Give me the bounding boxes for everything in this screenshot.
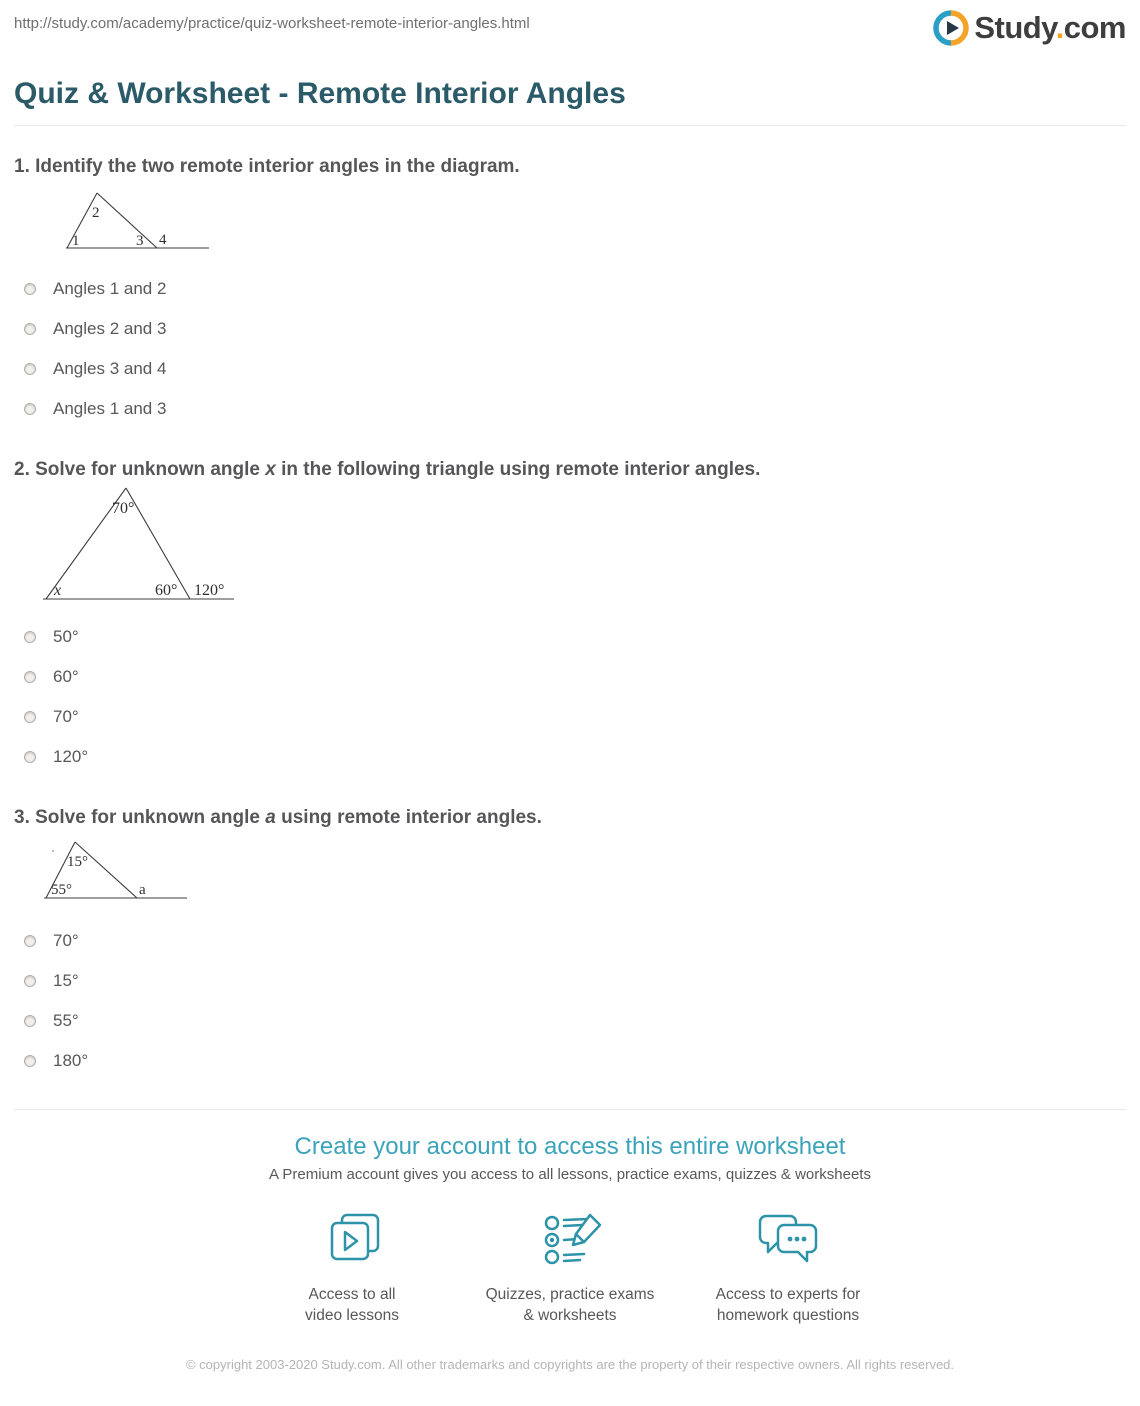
angle-label-55: 55° [51, 882, 72, 898]
radio-button[interactable] [24, 1015, 36, 1027]
option-row[interactable] [14, 657, 1126, 697]
option-row[interactable] [14, 349, 1126, 389]
option-label[interactable]: Angles 2 and 3 [53, 319, 167, 338]
option-label[interactable]: 60° [53, 667, 79, 686]
option-row[interactable] [14, 737, 1126, 777]
signup-subheading: A Premium account gives you access to all lessons, practice exams, quizzes & worksheets [269, 1166, 871, 1183]
feature-caption [679, 1284, 897, 1326]
logo-com: com [1063, 10, 1126, 45]
feature-caption-line1: Access to experts for [715, 1286, 861, 1303]
triangle-diagram-3 [34, 838, 194, 904]
angle-label-120: 120° [194, 582, 225, 599]
question-1-heading [14, 156, 1126, 178]
option-label[interactable]: Angles 1 and 2 [53, 279, 167, 298]
feature-caption-line2: video lessons [305, 1307, 399, 1324]
radio-button[interactable] [24, 751, 36, 763]
radio-button[interactable] [24, 671, 36, 683]
option-row[interactable] [14, 961, 1126, 1001]
logo-dot: . [1055, 10, 1064, 45]
question-2-heading [14, 459, 1126, 481]
triangle-diagram-2 [28, 484, 243, 604]
question-2-options [14, 617, 1126, 777]
radio-button[interactable] [24, 1055, 36, 1067]
option-label[interactable]: 70° [53, 707, 79, 726]
feature-caption [461, 1284, 679, 1326]
logo-wordmark [974, 10, 1126, 46]
option-row[interactable] [14, 697, 1126, 737]
question-1-options [14, 269, 1126, 429]
quizzes-worksheets-icon [538, 1213, 602, 1271]
question-3-heading [14, 807, 1126, 829]
radio-button[interactable] [24, 935, 36, 947]
question-3 [14, 807, 1126, 1081]
radio-button[interactable] [24, 631, 36, 643]
option-row[interactable] [14, 921, 1126, 961]
feature-caption [243, 1284, 461, 1326]
option-label[interactable]: 50° [53, 627, 79, 646]
experts-chat-icon [756, 1213, 820, 1271]
option-label[interactable]: 180° [53, 1051, 89, 1070]
play-circle-icon [933, 10, 969, 46]
angle-label-15: 15° [67, 854, 88, 870]
feature-caption-line2: & worksheets [523, 1307, 617, 1324]
radio-button[interactable] [24, 711, 36, 723]
angle-label-70: 70° [112, 500, 135, 517]
studycom-logo[interactable] [933, 10, 1126, 46]
question-3-variable: a [265, 807, 276, 828]
angle-label-2: 2 [92, 205, 100, 221]
copyright-notice: © copyright 2003-2020 Study.com. All other trademarks and copyrights are the property of their respective owners. All rights reserved. [185, 1357, 955, 1372]
stray-dot [52, 850, 54, 852]
question-2-variable: x [265, 459, 276, 480]
question-1 [14, 156, 1126, 429]
option-label[interactable]: 15° [53, 971, 79, 990]
question-3-options [14, 921, 1126, 1081]
question-1-text: 1. Identify the two remote interior angles in the diagram. [14, 156, 520, 177]
angle-label-x: x [54, 582, 62, 599]
option-row[interactable] [14, 269, 1126, 309]
question-2 [14, 459, 1126, 777]
signup-divider [14, 1109, 1126, 1110]
feature-caption-line2: homework questions [716, 1307, 860, 1324]
feature-video-lessons [243, 1213, 461, 1326]
option-label[interactable]: 70° [53, 931, 79, 950]
feature-caption-line1: Access to all [308, 1286, 396, 1303]
video-lessons-icon [320, 1213, 384, 1271]
question-3-text-suffix: using remote interior angles. [275, 807, 542, 828]
signup-heading: Create your account to access this entire worksheet [294, 1133, 846, 1160]
angle-label-4: 4 [159, 232, 167, 248]
option-row[interactable] [14, 617, 1126, 657]
option-label[interactable]: 55° [53, 1011, 79, 1030]
option-label[interactable]: Angles 3 and 4 [53, 359, 167, 378]
feature-list [14, 1213, 1126, 1326]
option-row[interactable] [14, 1041, 1126, 1081]
radio-button[interactable] [24, 403, 36, 415]
question-2-text: 2. Solve for unknown angle [14, 459, 266, 480]
option-label[interactable]: Angles 1 and 3 [53, 399, 167, 418]
angle-label-a: a [139, 882, 146, 898]
radio-button[interactable] [24, 975, 36, 987]
title-divider [14, 125, 1126, 126]
feature-homework-experts [679, 1213, 897, 1326]
option-label[interactable]: 120° [53, 747, 89, 766]
feature-caption-line1: Quizzes, practice exams [485, 1286, 655, 1303]
radio-button[interactable] [24, 323, 36, 335]
angle-label-3: 3 [136, 233, 144, 249]
page-title: Quiz & Worksheet - Remote Interior Angles [14, 77, 626, 110]
signup-section [14, 1132, 1126, 1326]
angle-label-60: 60° [155, 582, 178, 599]
page-url: http://study.com/academy/practice/quiz-worksheet-remote-interior-angles.html [14, 15, 530, 32]
logo-study: Study [974, 10, 1056, 45]
question-3-text: 3. Solve for unknown angle [14, 807, 266, 828]
triangle-diagram-1 [52, 187, 222, 255]
option-row[interactable] [14, 309, 1126, 349]
page-header [14, 0, 1126, 46]
radio-button[interactable] [24, 283, 36, 295]
angle-label-1: 1 [72, 233, 80, 249]
question-2-text-suffix: in the following triangle using remote interior angles. [275, 459, 761, 480]
option-row[interactable] [14, 389, 1126, 429]
option-row[interactable] [14, 1001, 1126, 1041]
radio-button[interactable] [24, 363, 36, 375]
feature-quizzes-worksheets [461, 1213, 679, 1326]
